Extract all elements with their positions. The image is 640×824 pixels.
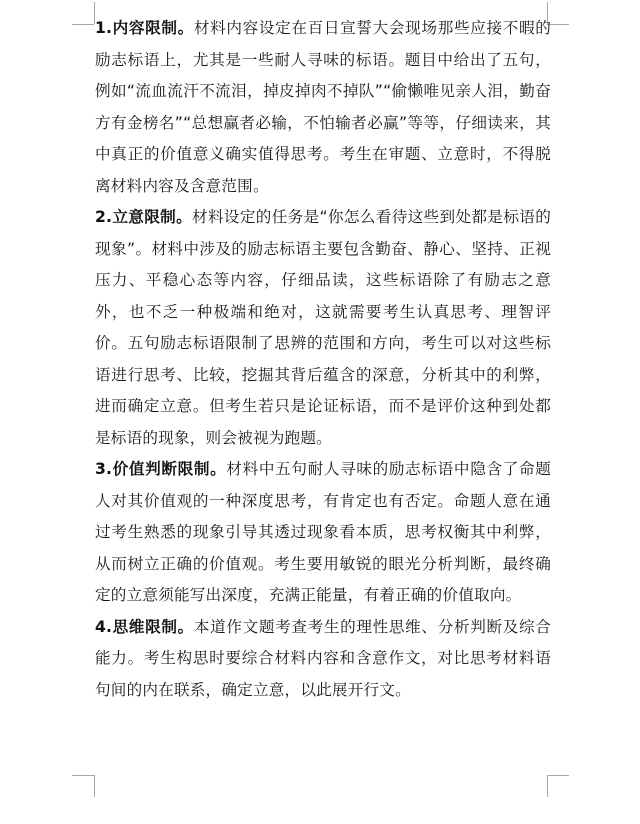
paragraph-theme-limit <box>95 202 551 454</box>
paragraph-heading: 2.立意限制。 <box>95 208 193 226</box>
paragraph-text: 材料设定的任务是“你怎么看待这些到处都是标语的现象”。材料中涉及的励志标语主要包含勤奋、静心、坚持、正视压力、平稳心态等内容，仔细品读，这些标语除了有励志之意外，也不乏一种极端和绝对，这就需要考生认真思考、理智评价。五句励志标语限制了思辨的范围和方向，考生可以对这些标语进行思考、比较，挖掘其背后蕴含的深意，分析其中的利弊，进而确定立意。但考生若只是论证标语，而不是评价这种到处都是标语的现象，则会被视为跑题。 <box>95 208 551 447</box>
crop-mark-bottom-right <box>547 775 548 797</box>
crop-mark-bottom-left <box>72 775 94 776</box>
crop-mark-bottom-right <box>547 775 569 776</box>
paragraph-heading: 4.思维限制。 <box>95 617 194 636</box>
paragraph-value-limit <box>95 454 551 612</box>
paragraph-text: 材料内容设定在百日宣誓大会现场那些应接不暇的励志标语上，尤其是一些耐人寻味的标语。题目中给出了五句，例如“流血流汗不流泪，掉皮掉肉不掉队”“偷懒唯见亲人泪，勤奋方有金榜名”“总想赢者必输，不怕输者必赢”等等，仔细读来，其中真正的价值意义确实值得思考。考生在审题、立意时，不得脱离材料内容及含意范围。 <box>95 19 551 195</box>
paragraph-content-limit <box>95 13 551 202</box>
paragraph-heading: 3.价值判断限制。 <box>95 460 227 478</box>
crop-mark-bottom-left <box>94 775 95 797</box>
paragraph-thinking-limit <box>95 612 551 707</box>
document-body <box>95 13 551 706</box>
paragraph-text: 本道作文题考查考生的理性思维、分析判断及综合能力。考生构思时要综合材料内容和含意作文，对比思考材料语句间的内在联系，确定立意，以此展开行文。 <box>95 617 551 699</box>
paragraph-text: 材料中五句耐人寻味的励志标语中隐含了命题人对其价值观的一种深度思考，有肯定也有否定。命题人意在通过考生熟悉的现象引导其透过现象看本质，思考权衡其中利弊，从而树立正确的价值观。考生要用敏锐的眼光分析判断，最终确定的立意须能写出深度，充满正能量，有着正确的价值取向。 <box>95 460 551 604</box>
paragraph-heading: 1.内容限制。 <box>95 19 194 37</box>
crop-mark-top-left <box>72 24 94 25</box>
